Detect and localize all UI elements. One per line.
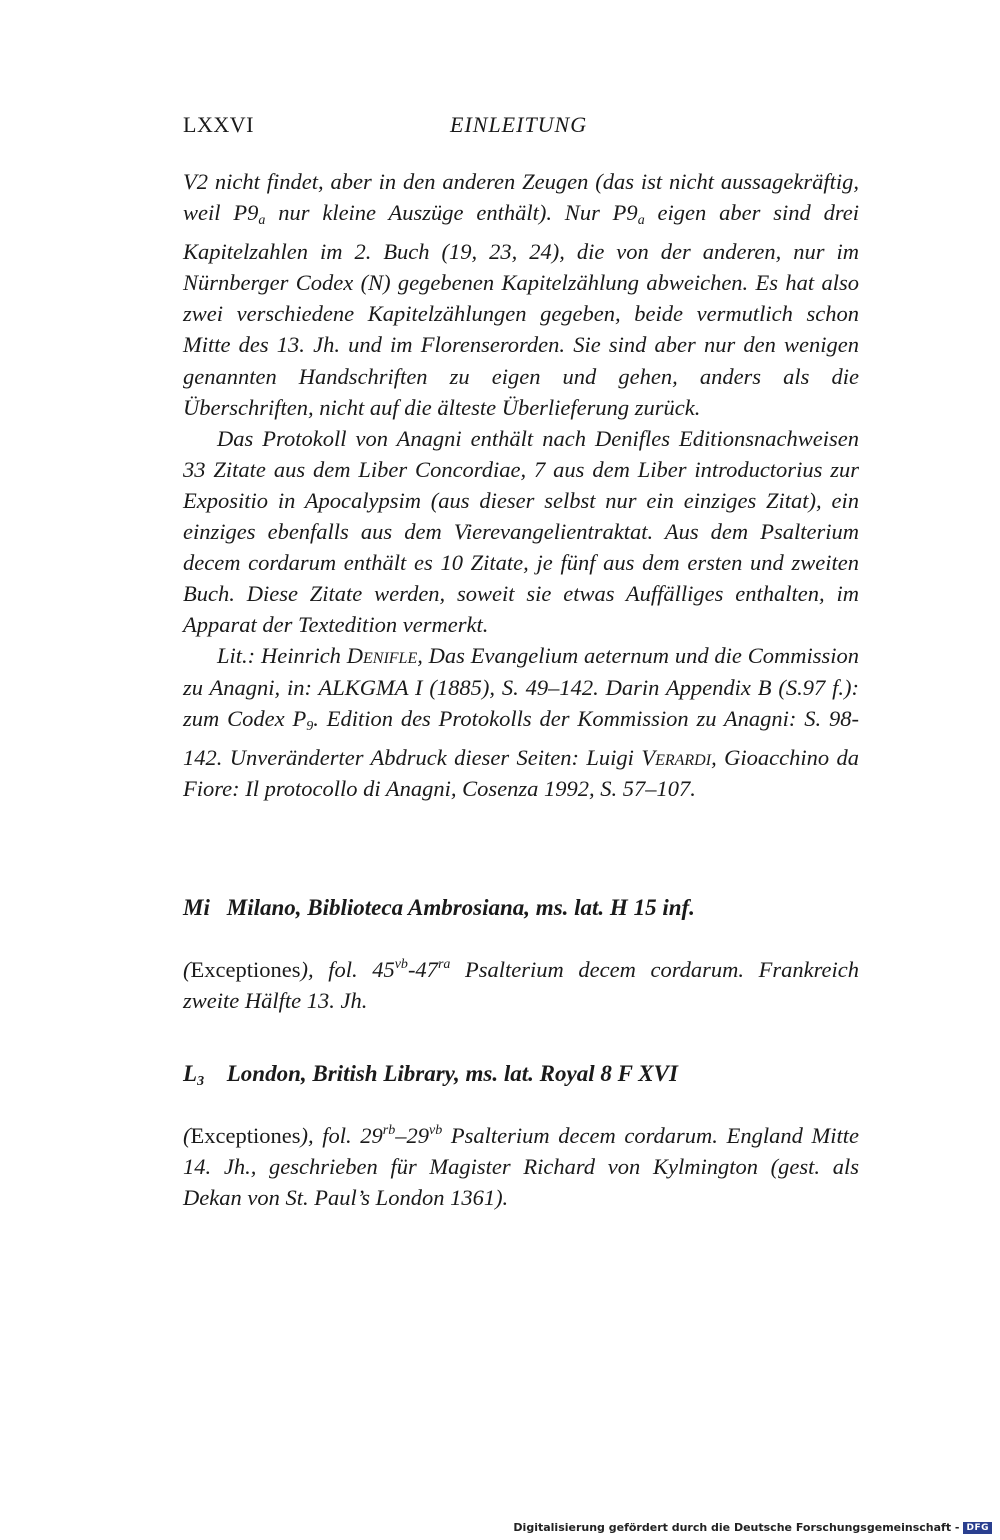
manuscript-description-l3 [183,1115,859,1213]
subscript: 9 [306,718,314,734]
siglum-letter: L [183,1061,198,1086]
paragraph-2: Das Protokoll von Anagni enthält nach Denifles Editionsnachweisen 33 Zitate aus dem Liber Concordiae, 7 aus dem Liber introductorius zur Expositio in Apocalypsim (aus dieser selbst nur ein einziges Zitat), ein einziges ebenfalls aus dem Vierevangelientraktat. Aus dem Psalterium decem cordarum enthält es 10 Zitate, je fünf aus dem ersten und zweiten Buch. Diese Zitate werden, soweit sie etwas Auffälliges enthalten, im Apparat der Textedition vermerkt. [183,425,859,638]
dfg-logo: DFG [963,1522,992,1534]
subscript: a [637,213,645,229]
author-name: Verardi [641,744,712,770]
text-run: ) [300,957,308,982]
digitization-footer [513,1521,992,1534]
paragraph-1 [183,166,859,423]
body-text [183,166,859,804]
text-run: nur kleine Auszüge enthält). Nur P9 [265,200,638,226]
text-run: ) [300,1123,308,1148]
text-run: Psalterium decem cordarum. Frankreich zweite Hälfte 13. Jh. [183,957,859,1014]
superscript: vb [394,957,408,972]
manuscript-description-mi [183,949,859,1016]
superscript: ra [437,957,451,972]
text-run: -47 [407,957,438,982]
running-title: EINLEITUNG [450,112,588,137]
description-text [183,1115,859,1213]
section-label: Exceptiones [190,1123,301,1148]
footer-text: Digitalisierung gefördert durch die Deutsche Forschungsgemeinschaft - [513,1521,960,1534]
text-run: Lit.: Heinrich [217,643,347,669]
siglum [183,1059,221,1097]
text-run: –29 [395,1123,429,1148]
text-run: Psalterium decem cordarum. England Mitte 14. Jh., geschrieben für Magister Richard von Kylmington (gest. als Dekan von St. Paul’s London 1361). [183,1123,859,1211]
manuscript-title: London, British Library, ms. lat. Royal 8 F XVI [226,1061,678,1086]
subscript: a [258,213,266,229]
manuscript-heading-l3 [183,1059,859,1097]
author-name: Denifle [346,643,418,669]
text-run: , Gioacchino da Fiore: Il protocollo di Anagni, Cosenza 1992, S. 57–107. [183,744,859,801]
superscript: rb [382,1123,396,1138]
text-run: eigen aber sind drei Kapitelzahlen im 2. Buch (19, 23, 24), die von der anderen, nur im Nürnberger Codex (N) gegebenen Kapitelzählung abweichen. Es hat also zwei verschiedene Kapitelzählungen gegeben, beide vermutlich schon Mitte des 13. Jh. und im Florenserorden. Sie sind aber nur den wenigen genannten Handschriften zu eigen und gehen, anders als die Überschriften, nicht auf die älteste Überlieferung zurück. [183,200,860,420]
text-run: V2 nicht findet, aber in den anderen Zeugen (das ist nicht aussagekräftig, weil P9 [183,169,859,226]
manuscript-heading-mi [183,893,859,923]
description-text [183,949,859,1016]
paragraph-literature [183,640,859,803]
manuscript-title: Milano, Biblioteca Ambrosiana, ms. lat. H 15 inf. [226,895,695,920]
subscript: 3 [197,1074,205,1089]
text-run: . Edition des Protokolls der Kommission zu Anagni: S. 98-142. Unveränderter Abdruck dieser Seiten: Luigi [183,705,859,770]
page-number: LXXVI [183,112,254,137]
section-label: Exceptiones [190,957,301,982]
text-run: ( [183,1123,191,1148]
text-run: , fol. 45 [307,957,395,982]
superscript: vb [429,1123,443,1138]
text-run: ( [183,957,191,982]
siglum: Mi [183,895,210,920]
text-run: , fol. 29 [307,1123,383,1148]
text-run: , Das Evangelium aeternum und die Commission zu Anagni, in: ALKGMA I (1885), S. 49–142. Darin Appendix B (S.97 f.): zum Codex P [183,643,859,731]
running-head [183,112,859,142]
